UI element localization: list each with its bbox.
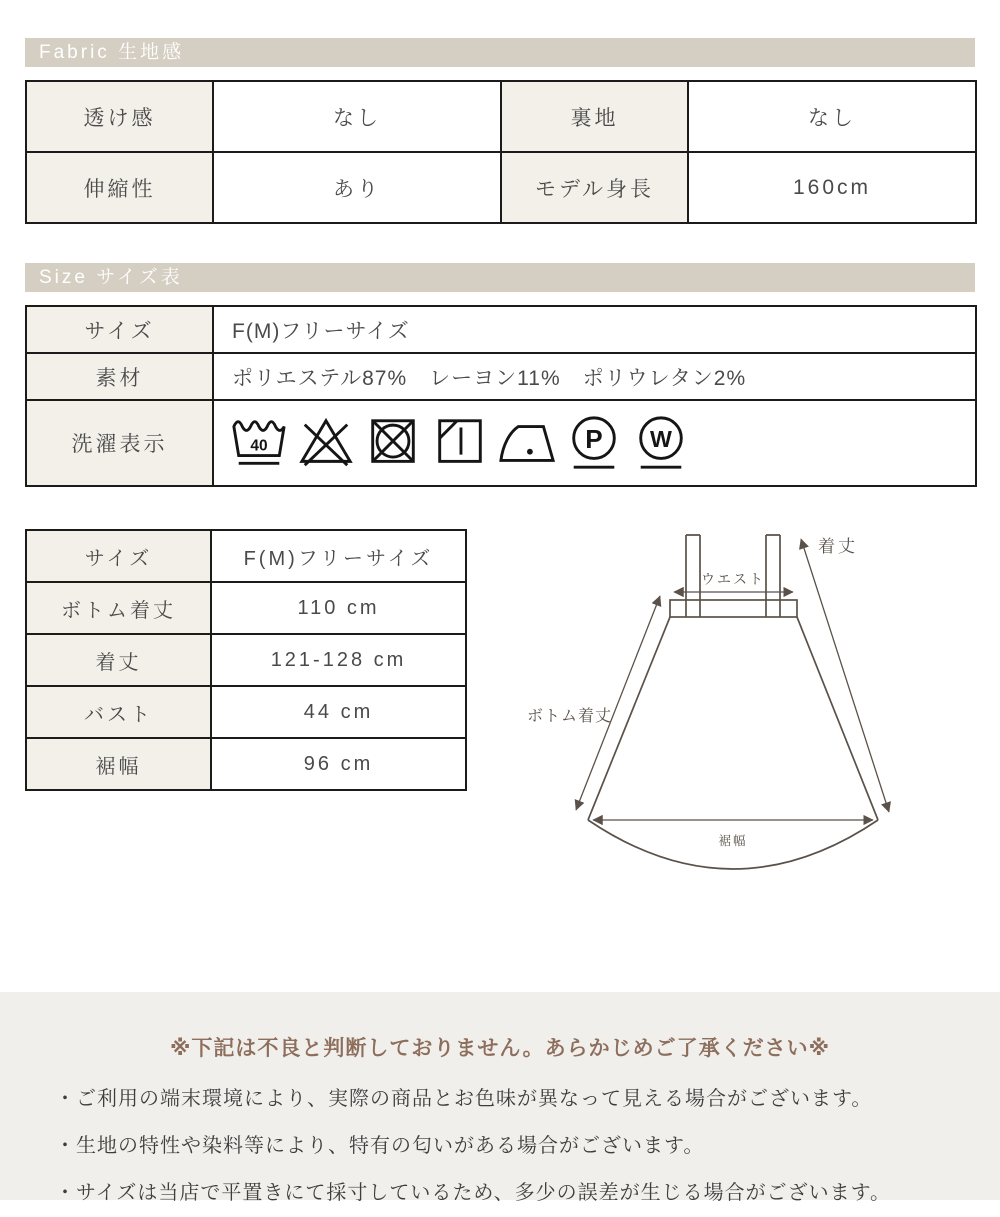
bottom-length-label: ボトム着丈 [526, 708, 612, 725]
note-item: ・ご利用の端末環境により、実際の商品とお色味が異なって見える場合がございます。 [55, 1088, 873, 1110]
length-label: 着丈 [818, 537, 858, 556]
measure-value-cell: 44 cm [211, 686, 466, 738]
wash-40-gentle-icon [230, 412, 288, 474]
measure-value-cell: 96 cm [211, 738, 466, 790]
do-not-bleach-icon [297, 412, 355, 474]
measure-label-cell: 裾幅 [26, 738, 211, 790]
table-row [26, 686, 466, 738]
measure-value-cell: 121-128 cm [211, 634, 466, 686]
fabric-label-cell: 裏地 [501, 81, 688, 152]
table-row [26, 634, 466, 686]
table-row [26, 81, 976, 152]
waist-label: ウエスト [701, 571, 765, 587]
measure-label-cell: バスト [26, 686, 211, 738]
fabric-label-cell: 伸縮性 [26, 152, 213, 223]
measure-value-cell: 110 cm [211, 582, 466, 634]
dry-clean-p-gentle-icon [565, 412, 623, 474]
info-label-cell: 洗濯表示 [26, 400, 213, 486]
care-icons-row [214, 412, 975, 474]
fabric-value-cell: 160cm [688, 152, 976, 223]
fabric-value-cell: あり [213, 152, 501, 223]
care-symbols-cell [213, 400, 976, 486]
table-row [26, 353, 976, 400]
wet-clean-gentle-icon [632, 412, 690, 474]
fabric-section-header: Fabric 生地感 [25, 38, 975, 67]
notes-section [0, 992, 1000, 1204]
bottom-length-arrow [576, 596, 660, 810]
fabric-value-cell: なし [213, 81, 501, 152]
measure-value-cell: F(M)フリーサイズ [211, 530, 466, 582]
info-value-cell: F(M)フリーサイズ [213, 306, 976, 353]
notes-heading: ※下記は不良と判断しておりません。あらかじめご了承ください※ [169, 1037, 831, 1060]
left-strap [686, 535, 700, 617]
table-row [26, 400, 976, 486]
measure-label-cell: ボトム着丈 [26, 582, 211, 634]
fabric-table [25, 80, 977, 224]
fabric-label-cell: モデル身長 [501, 152, 688, 223]
skirt-measurement-diagram [500, 520, 940, 892]
table-row [26, 738, 466, 790]
table-row [26, 530, 466, 582]
fabric-label-cell: 透け感 [26, 81, 213, 152]
size-section-header: Size サイズ表 [25, 263, 975, 292]
hem-width-label: 裾幅 [718, 834, 748, 848]
fabric-value-cell: なし [688, 81, 976, 152]
note-item: ・生地の特性や染料等により、特有の匂いがある場合がございます。 [55, 1135, 705, 1157]
measure-label-cell: サイズ [26, 530, 211, 582]
table-row [26, 306, 976, 353]
note-item: ・サイズは当店で平置きにて採寸しているため、多少の誤差が生じる場合がございます。 [55, 1182, 891, 1204]
right-strap [766, 535, 780, 617]
do-not-tumble-dry-icon [364, 412, 422, 474]
measure-label-cell: 着丈 [26, 634, 211, 686]
skirt-right-edge [797, 617, 878, 820]
info-label-cell: サイズ [26, 306, 213, 353]
length-arrow [801, 539, 889, 812]
notes-list [0, 1076, 1000, 1217]
waistband [670, 600, 797, 617]
measurement-table [25, 529, 467, 791]
info-label-cell: 素材 [26, 353, 213, 400]
table-row [26, 152, 976, 223]
line-dry-in-shade-icon [431, 412, 489, 474]
iron-low-heat-icon [498, 412, 556, 474]
info-value-cell: ポリエステル87% レーヨン11% ポリウレタン2% [213, 353, 976, 400]
table-row [26, 582, 466, 634]
size-info-table [25, 305, 977, 487]
